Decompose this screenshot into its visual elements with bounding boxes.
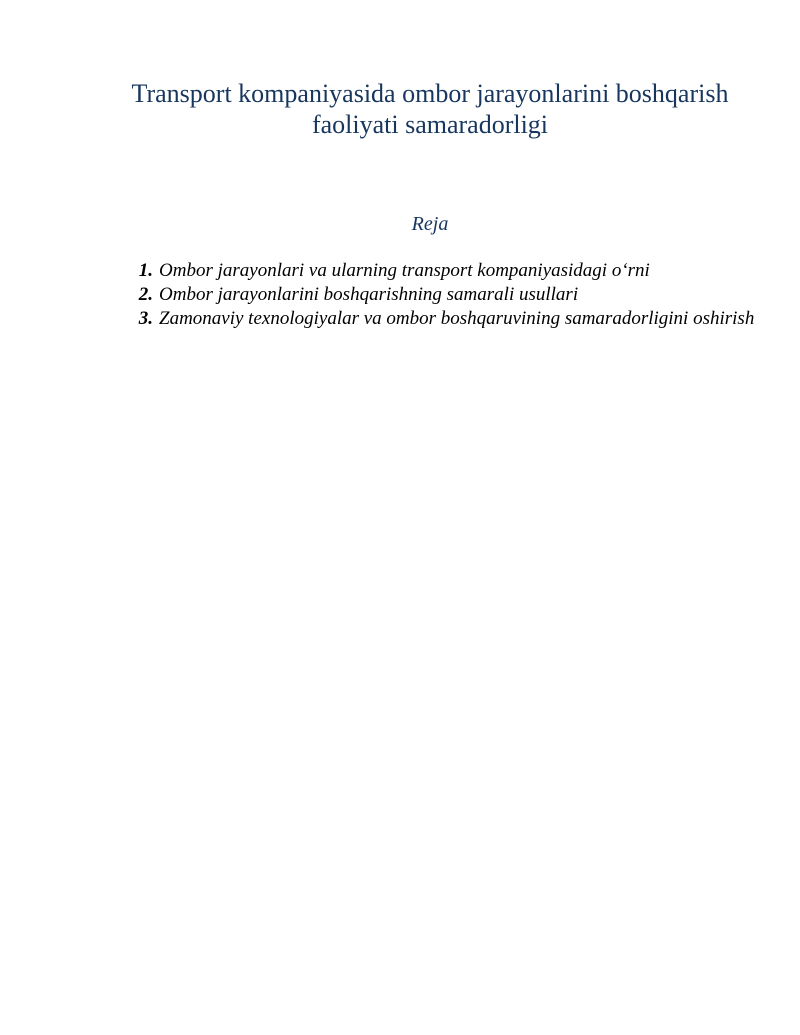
plan-item-number: 3. <box>138 308 153 329</box>
plan-item-number: 2. <box>138 284 153 305</box>
plan-item-3 <box>90 307 770 331</box>
plan-item-number: 1. <box>138 260 153 281</box>
plan-list <box>90 259 770 331</box>
document-title: Transport kompaniyasida ombor jarayonlarini boshqarish faoliyati samaradorligi <box>131 79 729 139</box>
plan-item-text: Ombor jarayonlari va ularning transport kompaniyasidagi o‘rni <box>159 260 650 281</box>
plan-item-2 <box>90 283 770 307</box>
plan-heading: Reja <box>411 213 449 235</box>
plan-item-text: Ombor jarayonlarini boshqarishning samarali usullari <box>159 284 579 305</box>
plan-item-1 <box>90 259 770 283</box>
plan-item-text: Zamonaviy texnologiyalar va ombor boshqaruvining samaradorligini oshirish <box>159 308 755 329</box>
